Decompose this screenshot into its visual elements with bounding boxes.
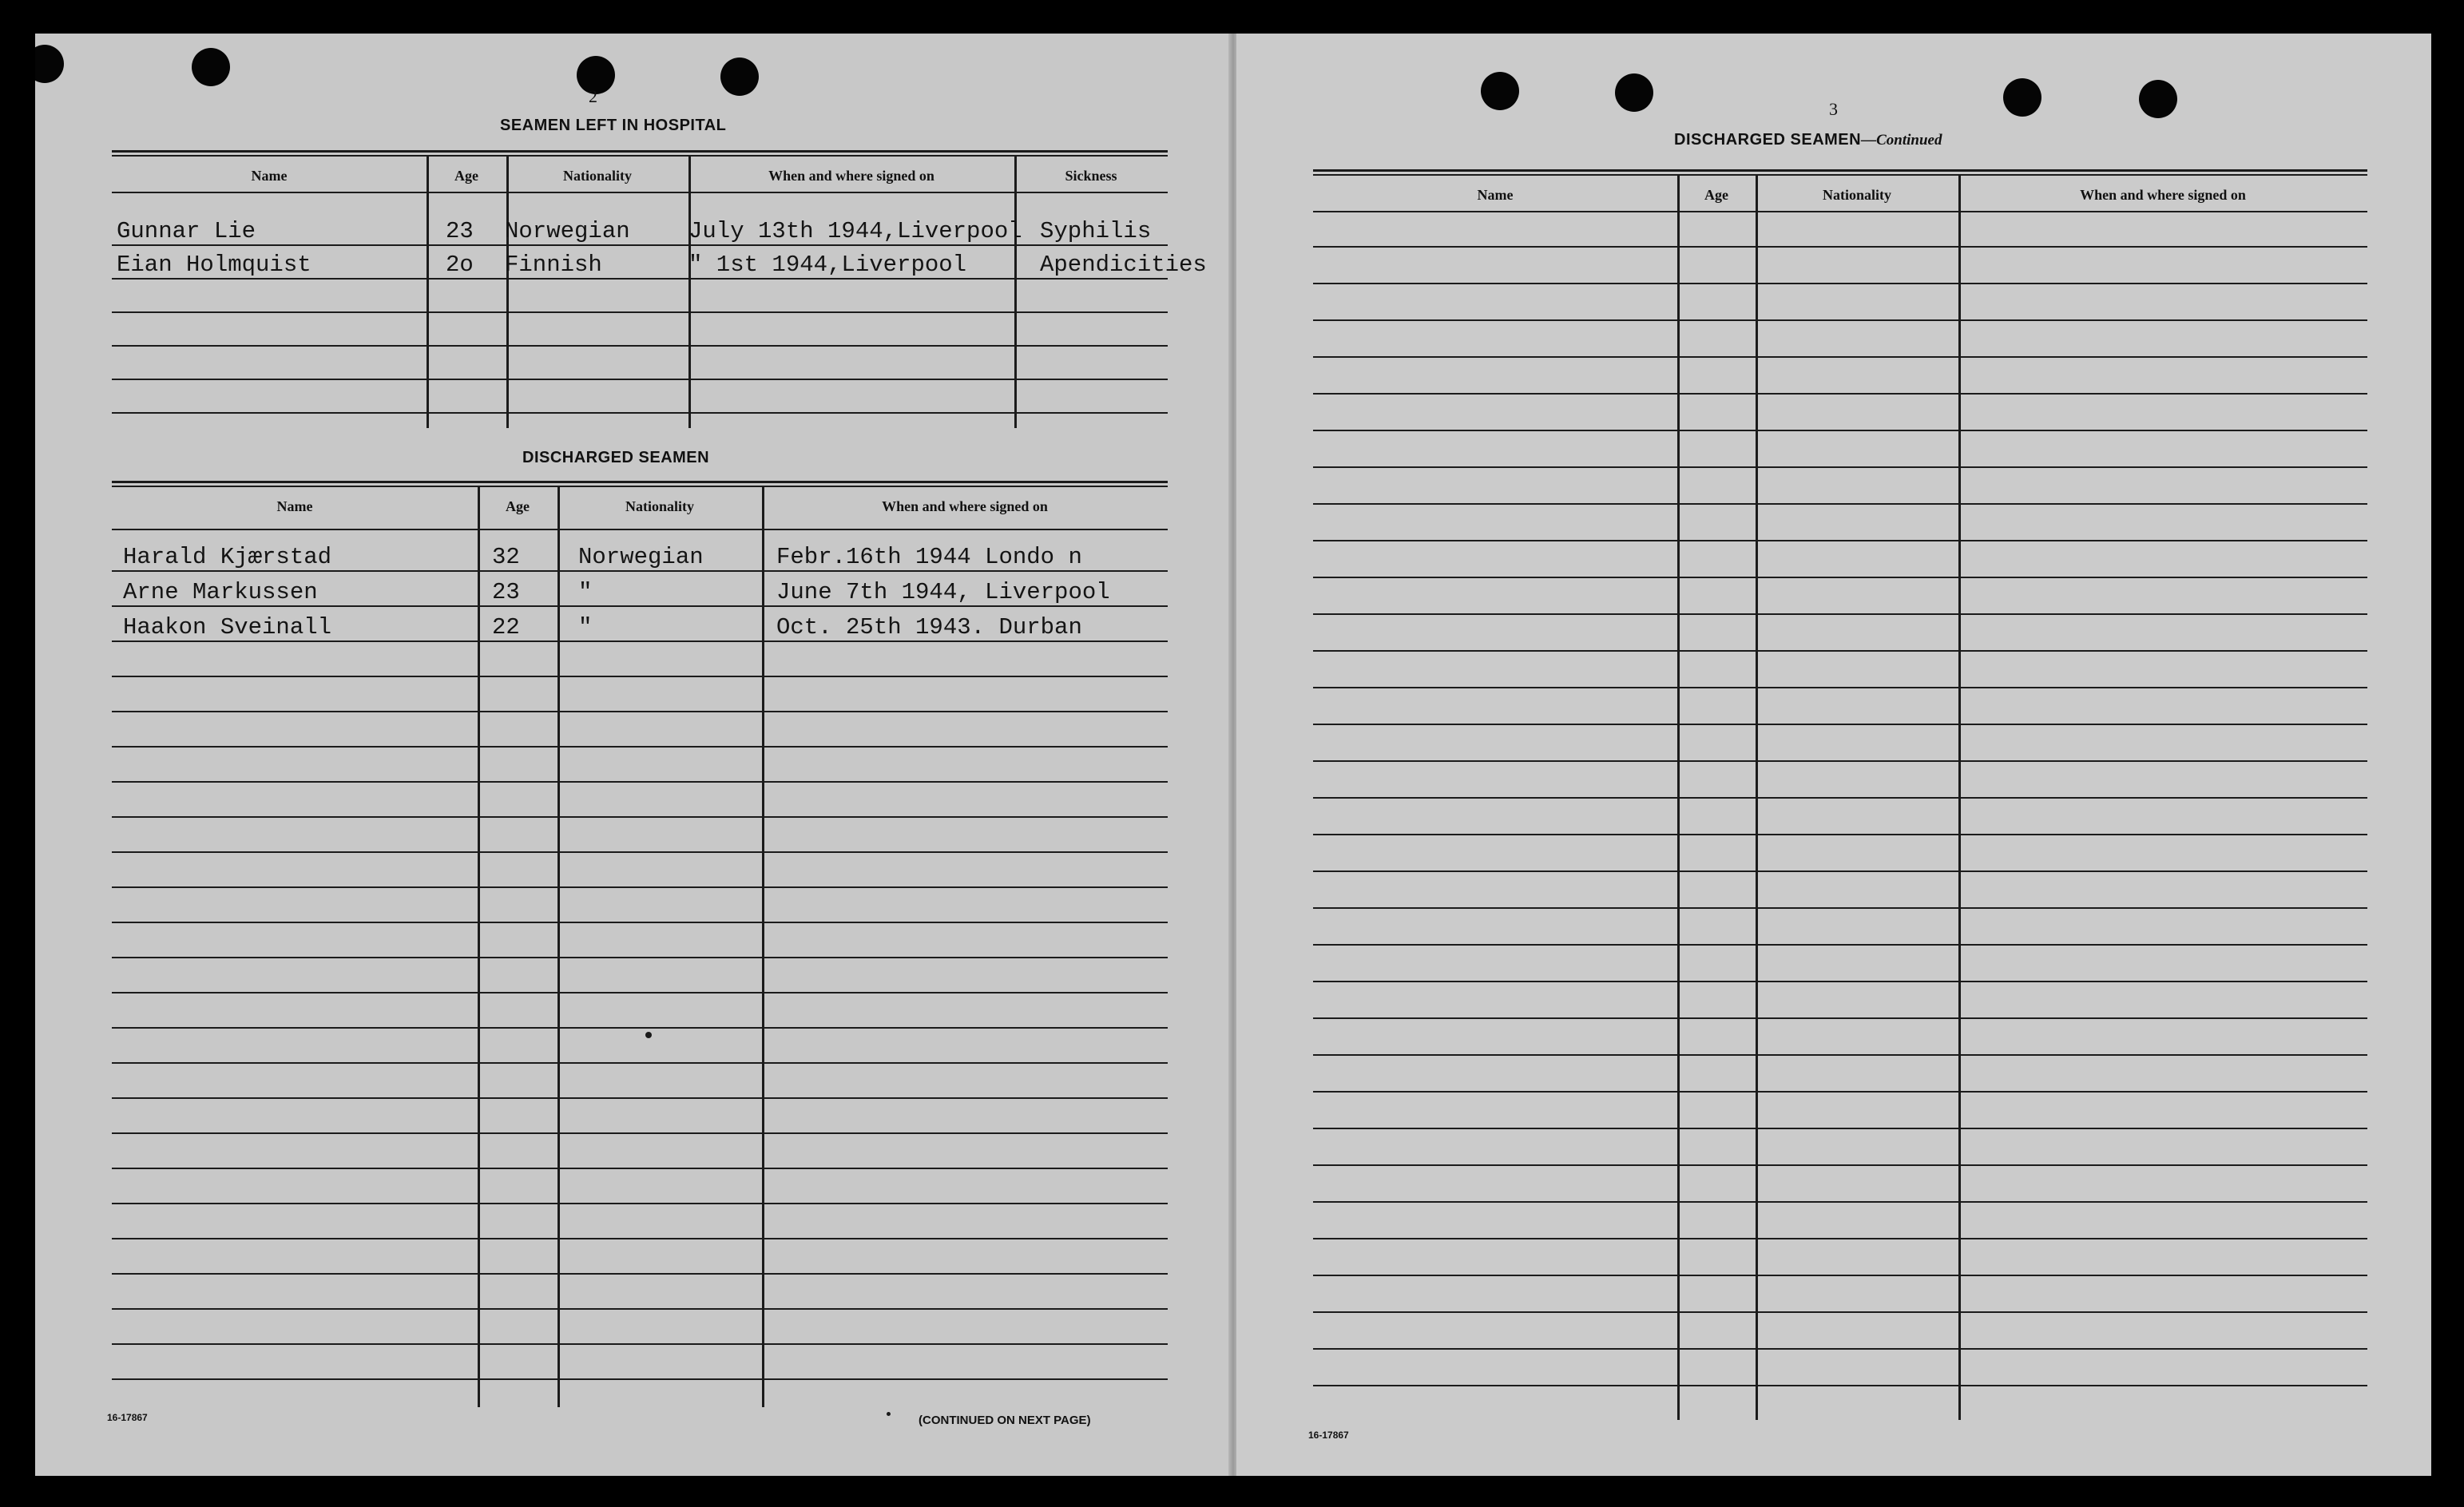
row-line	[1313, 393, 2367, 395]
row-line	[112, 816, 1168, 818]
form-code: 16-17867	[107, 1412, 148, 1423]
row-line	[1313, 466, 2367, 468]
seaman-name: Haakon Sveinall	[123, 614, 332, 640]
table-top-rule	[112, 150, 1168, 153]
header-rule	[112, 192, 1168, 193]
hospital-section-title: SEAMEN LEFT IN HOSPITAL	[500, 117, 727, 134]
row-line	[1313, 1311, 2367, 1313]
column-header: Name	[1477, 187, 1514, 203]
seaman-age: 32	[492, 544, 520, 570]
row-line	[1313, 613, 2367, 615]
row-line	[112, 1308, 1168, 1310]
row-line	[112, 1203, 1168, 1204]
punch-hole	[720, 58, 759, 96]
table-top-rule	[1313, 174, 2367, 176]
seaman-name: Gunnar Lie	[117, 218, 256, 244]
punch-hole	[1481, 72, 1519, 110]
column-header: Nationality	[1822, 187, 1892, 203]
row-line	[112, 244, 1168, 246]
row-line	[1313, 1348, 2367, 1350]
seaman-nationality: "	[578, 579, 593, 605]
column-header: Age	[506, 498, 530, 514]
column-divider	[506, 157, 509, 428]
signed-on: July 13th 1944,Liverpool	[688, 218, 1022, 244]
row-line	[1313, 724, 2367, 725]
table-top-rule	[112, 155, 1168, 157]
row-line	[112, 851, 1168, 853]
left-page	[35, 34, 1230, 1476]
column-header: Age	[454, 168, 478, 184]
row-line	[112, 1273, 1168, 1275]
seaman-age: 2o	[446, 252, 474, 278]
row-line	[112, 886, 1168, 888]
column-header: When and where signed on	[882, 498, 1048, 514]
row-line	[112, 1168, 1168, 1169]
header-rule	[1313, 211, 2367, 212]
column-header: Age	[1704, 187, 1728, 203]
signed-on: Febr.16th 1944 Londo n	[776, 544, 1082, 570]
seaman-name: Eian Holmquist	[117, 252, 311, 278]
seaman-age: 23	[492, 579, 520, 605]
table-top-rule	[1313, 169, 2367, 172]
row-line	[1313, 944, 2367, 946]
row-line	[112, 311, 1168, 313]
column-divider	[427, 157, 429, 428]
page-number: 2	[589, 86, 597, 106]
row-line	[1313, 283, 2367, 284]
row-line	[1313, 1164, 2367, 1166]
column-divider	[688, 157, 691, 428]
page-number: 3	[1829, 99, 1838, 119]
row-line	[112, 1132, 1168, 1134]
sickness: Syphilis	[1040, 218, 1152, 244]
row-line	[1313, 356, 2367, 358]
form-code: 16-17867	[1308, 1430, 1349, 1441]
row-line	[112, 640, 1168, 642]
row-line	[112, 570, 1168, 572]
seaman-nationality: Norwegian	[505, 218, 630, 244]
right-page	[1236, 34, 2431, 1476]
row-line	[112, 278, 1168, 280]
row-line	[1313, 981, 2367, 982]
row-line	[1313, 1128, 2367, 1129]
row-line	[1313, 430, 2367, 431]
row-line	[112, 1062, 1168, 1064]
row-line	[1313, 1054, 2367, 1056]
row-line	[112, 992, 1168, 993]
sickness: Apendicities	[1040, 252, 1207, 278]
table-top-rule	[112, 481, 1168, 483]
signed-on: Oct. 25th 1943. Durban	[776, 614, 1082, 640]
row-line	[112, 676, 1168, 677]
seaman-name: Arne Markussen	[123, 579, 318, 605]
column-divider	[1014, 157, 1017, 428]
seaman-age: 22	[492, 614, 520, 640]
row-line	[1313, 797, 2367, 799]
row-line	[1313, 907, 2367, 909]
row-line	[1313, 650, 2367, 652]
row-line	[1313, 577, 2367, 578]
signed-on: " 1st 1944,Liverpool	[688, 252, 967, 278]
row-line	[112, 1027, 1168, 1029]
row-line	[1313, 870, 2367, 872]
row-line	[112, 379, 1168, 380]
row-line	[1313, 1017, 2367, 1019]
discharged-continued-title	[1674, 131, 1942, 149]
row-line	[1313, 540, 2367, 541]
seaman-age: 23	[446, 218, 474, 244]
row-line	[1313, 1201, 2367, 1203]
column-header: Nationality	[625, 498, 695, 514]
seaman-name: Harald Kjærstad	[123, 544, 332, 570]
row-line	[112, 711, 1168, 712]
row-line	[1313, 687, 2367, 688]
discharged-section-title: DISCHARGED SEAMEN	[522, 449, 710, 466]
row-line	[1313, 1385, 2367, 1386]
signed-on: June 7th 1944, Liverpool	[776, 579, 1110, 605]
punch-hole	[1615, 73, 1653, 112]
punch-hole	[35, 45, 64, 83]
column-divider	[478, 487, 480, 1407]
column-divider	[557, 487, 560, 1407]
row-line	[1313, 319, 2367, 321]
row-line	[1313, 1275, 2367, 1276]
seaman-nationality: "	[578, 614, 593, 640]
row-line	[112, 605, 1168, 607]
punch-hole	[2003, 78, 2041, 117]
row-line	[112, 1343, 1168, 1345]
punch-hole	[2139, 80, 2177, 118]
title-main: DISCHARGED SEAMEN	[1674, 131, 1862, 149]
punch-hole	[192, 48, 230, 86]
seaman-nationality: Norwegian	[578, 544, 704, 570]
row-line	[112, 922, 1168, 923]
row-line	[1313, 503, 2367, 505]
column-header: Name	[251, 168, 288, 184]
row-line	[112, 746, 1168, 748]
column-divider	[762, 487, 764, 1407]
table-top-rule	[112, 486, 1168, 487]
row-line	[112, 1097, 1168, 1099]
row-line	[1313, 834, 2367, 835]
row-line	[112, 957, 1168, 958]
column-header: When and where signed on	[2080, 187, 2246, 203]
title-suffix: —Continued	[1861, 132, 1942, 149]
row-line	[112, 1378, 1168, 1380]
row-line	[1313, 246, 2367, 248]
row-line	[1313, 1238, 2367, 1239]
ink-speck	[887, 1412, 891, 1416]
ink-speck	[645, 1032, 652, 1038]
row-line	[1313, 760, 2367, 762]
continued-note: (CONTINUED ON NEXT PAGE)	[919, 1414, 1091, 1427]
header-rule	[112, 529, 1168, 530]
row-line	[112, 1238, 1168, 1239]
column-header: Name	[276, 498, 313, 514]
column-header: Sickness	[1065, 168, 1117, 184]
row-line	[112, 345, 1168, 347]
column-header: When and where signed on	[768, 168, 934, 184]
row-line	[112, 412, 1168, 414]
seaman-nationality: Finnish	[505, 252, 602, 278]
row-line	[1313, 1091, 2367, 1093]
column-header: Nationality	[562, 168, 633, 184]
row-line	[112, 781, 1168, 783]
